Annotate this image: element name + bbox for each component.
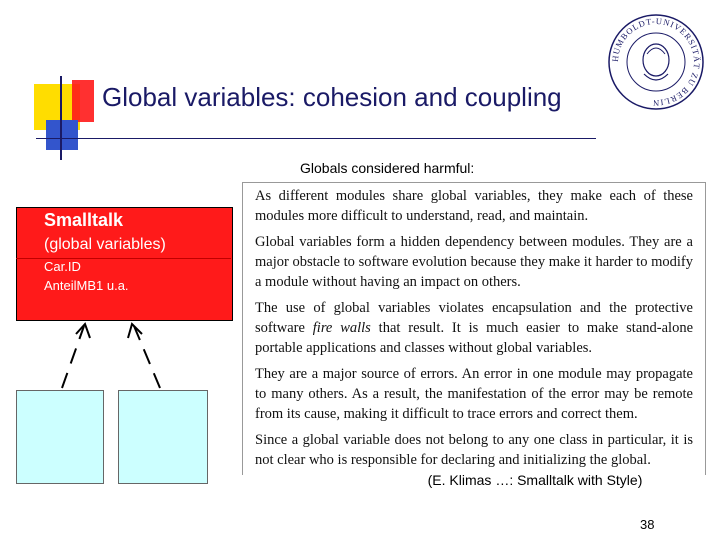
quote-paragraph-4: They are a major source of errors. An error in one module may propagate to many others. As a result, the manifestation of the error may be remote from its cause, making it difficult to trace errors and correct them. [255,366,693,422]
module-box-left [16,390,104,484]
arrow-right-head [128,324,142,338]
arrow-right-shaft [134,326,160,388]
page-number: 38 [640,517,655,532]
svg-text:HUMBOLDT-UNIVERSITÄT ZU BERLIN [610,16,702,108]
quote-paragraph-5: Since a global variable does not belong to any one class in particular, it is not clear who is responsible for declaring and initializing the global. [255,432,693,468]
dependency-arrows [0,0,240,400]
quote-paragraph-1: As different modules share global variables, they make each of these modules more difficult to understand, read, and maintain. [255,188,693,224]
quote-paragraph-3-end: that result. It is much easier to make stand-alone portable applications and classes without global variables. [255,320,694,356]
global-box-line-1: Car.ID [44,259,81,274]
university-seal-icon [606,12,706,117]
module-box-right [118,390,208,484]
arrow-left-shaft [62,326,84,388]
page-title: Global variables: cohesion and coupling [102,82,562,112]
global-box-heading: Smalltalk [44,210,124,230]
quote-paragraph-2: Global variables form a hidden dependency between modules. They are a major obstacle to software evolution because they make it harder to modify a module without having an impact on others. [255,234,693,290]
global-box-line-2: AnteilMB1 u.a. [44,278,129,293]
section-subtitle: Globals considered harmful: [300,160,475,176]
seal-ring-text: HUMBOLDT-UNIVERSITÄT ZU BERLIN [609,15,703,109]
quote-paragraph-3-start: The use of global variables violates encapsulation and the protective software [255,300,693,336]
global-box-subheading: (global variables) [44,236,166,253]
quote-paragraph-3 [255,298,693,358]
quote-emphasis: fire walls [312,320,371,336]
quote-citation: (E. Klimas …: Smalltalk with Style) [380,472,690,488]
quotation-box [242,182,706,475]
